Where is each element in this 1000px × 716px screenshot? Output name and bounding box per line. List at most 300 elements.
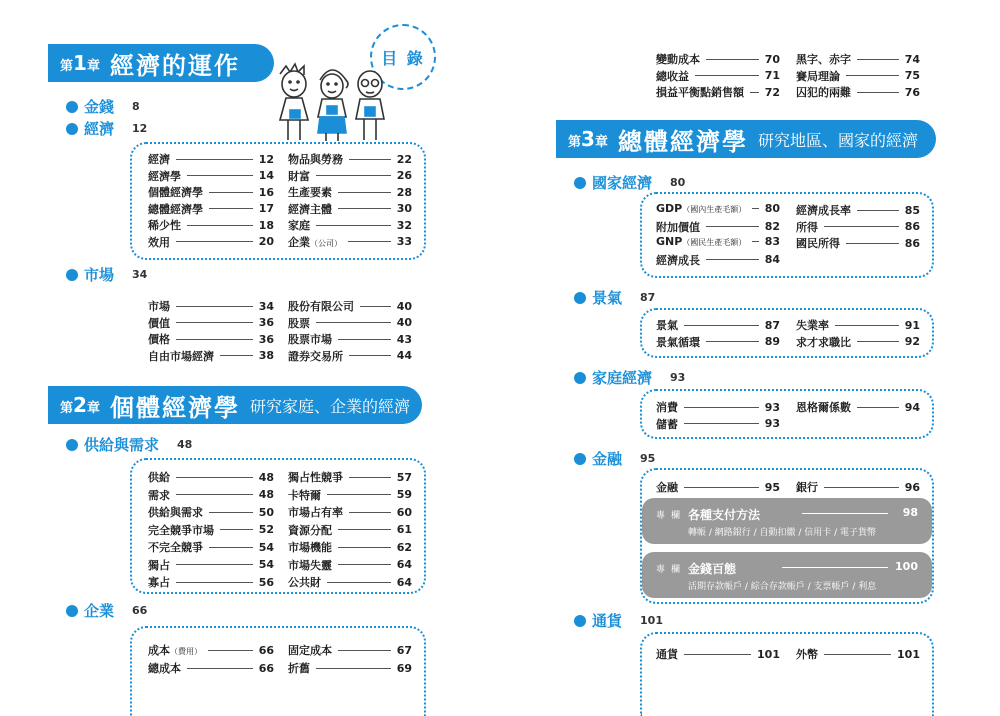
leader-line — [176, 322, 253, 323]
chapter-number: 第1章 — [60, 51, 100, 75]
entry-page: 26 — [396, 169, 412, 182]
section-page: 12 — [132, 122, 148, 135]
toc-entry[interactable] — [148, 539, 274, 555]
toc-entry[interactable] — [148, 217, 274, 233]
entry-label: 財富 — [288, 169, 310, 183]
bullet-icon — [66, 123, 78, 135]
leader-line — [316, 175, 391, 176]
entry-page: 50 — [258, 505, 274, 519]
toc-entry[interactable] — [288, 234, 412, 250]
entry-label: 經濟學 — [148, 169, 181, 183]
entry-label: 經濟成長率 — [796, 204, 851, 217]
chapter-1-banner[interactable] — [48, 44, 274, 82]
toc-entry[interactable] — [148, 151, 274, 167]
leader-line — [348, 241, 391, 242]
entry-page: 52 — [258, 523, 274, 536]
entry-label: 效用 — [148, 235, 170, 249]
leader-line — [316, 668, 391, 669]
toc-entry[interactable] — [288, 201, 412, 217]
entry-page: 89 — [764, 335, 780, 348]
leader-line — [706, 341, 759, 342]
entry-label: 完全競爭市場 — [148, 523, 214, 537]
leader-line — [176, 477, 253, 478]
column-page: 98 — [902, 506, 918, 519]
entry-page: 28 — [396, 185, 412, 199]
toc-entry[interactable] — [148, 348, 274, 364]
toc-entry[interactable] — [796, 317, 920, 333]
leader-line — [684, 487, 759, 488]
toc-entry[interactable] — [796, 202, 920, 218]
entry-page: 44 — [396, 349, 412, 362]
entry-page: 92 — [904, 335, 920, 348]
entry-label: 獨占 — [148, 558, 170, 572]
toc-entry[interactable] — [288, 522, 412, 538]
entry-label: 折舊 — [288, 662, 310, 675]
toc-entry[interactable] — [288, 217, 412, 233]
toc-entry[interactable] — [148, 331, 274, 347]
entry-label: 企業（公司） — [288, 235, 342, 249]
entry-page: 76 — [904, 85, 920, 99]
entry-label: 寡占 — [148, 576, 170, 589]
section-name: 通貨 — [592, 612, 623, 630]
leader-line — [684, 325, 759, 326]
entry-label: 固定成本 — [288, 644, 332, 657]
chapter-3-banner[interactable] — [556, 120, 936, 158]
column-desc: 轉帳 / 網路銀行 / 自動扣繳 / 信用卡 / 電子貨幣 — [688, 528, 877, 538]
section-firm[interactable] — [66, 600, 147, 621]
entry-label: 銀行 — [796, 481, 818, 494]
leader-line — [176, 241, 253, 242]
bullet-icon — [66, 605, 78, 617]
leader-line — [835, 325, 899, 326]
leader-line — [857, 341, 899, 342]
entry-page: 67 — [396, 643, 412, 657]
entry-label: 自由市場經濟 — [148, 349, 214, 363]
entry-page: 93 — [764, 400, 780, 414]
section-business-cycle[interactable] — [574, 287, 655, 308]
entry-label: 股份有限公司 — [288, 300, 354, 313]
entry-note: （國民生產毛額） — [682, 238, 747, 247]
toc-entry[interactable] — [796, 84, 920, 100]
toc-entry[interactable] — [796, 219, 920, 235]
section-page: 34 — [132, 268, 148, 281]
entry-label: 個體經濟學 — [148, 186, 203, 199]
entry-page: 86 — [904, 236, 920, 250]
entry-page: 101 — [897, 647, 920, 661]
entry-page: 83 — [764, 235, 780, 248]
section-name: 金融 — [592, 450, 623, 468]
toc-entry[interactable] — [288, 184, 412, 200]
toc-entry[interactable] — [288, 539, 412, 555]
entry-page: 20 — [258, 235, 274, 248]
bullet-icon — [574, 453, 586, 465]
toc-entry[interactable] — [656, 51, 780, 67]
bullet-icon — [574, 615, 586, 627]
leader-line — [349, 355, 391, 356]
leader-line — [857, 59, 899, 60]
entry-label: 景氣循環 — [656, 335, 700, 349]
entry-label: 儲蓄 — [656, 417, 678, 431]
bullet-icon — [574, 177, 586, 189]
leader-line — [316, 225, 391, 226]
toc-entry[interactable] — [148, 487, 274, 503]
entry-label: 總體經濟學 — [148, 202, 203, 216]
leader-line — [824, 654, 891, 655]
leader-line — [349, 477, 391, 478]
chapter-title: 總體經濟學 — [617, 127, 748, 156]
toc-entry[interactable] — [796, 51, 920, 67]
entry-label: 證券交易所 — [288, 349, 343, 363]
chapter-subtitle: 研究地區、國家的經濟 — [757, 130, 918, 150]
leader-line — [338, 547, 391, 548]
toc-entry[interactable] — [148, 201, 274, 217]
entry-page: 69 — [396, 661, 412, 675]
entry-page: 34 — [258, 299, 274, 313]
column-page: 100 — [895, 560, 918, 573]
toc-entry[interactable] — [288, 348, 412, 364]
entry-page: 84 — [764, 253, 780, 266]
entry-page: 40 — [396, 316, 412, 329]
section-name: 供給與需求 — [84, 436, 160, 454]
section-page: 95 — [640, 452, 656, 465]
entry-note: （費用） — [170, 647, 202, 656]
leader-line — [176, 159, 253, 160]
leader-line — [187, 225, 253, 226]
leader-line — [327, 582, 391, 583]
toc-entry[interactable] — [288, 315, 412, 331]
section-page: 87 — [640, 291, 656, 304]
entry-page: 74 — [904, 52, 920, 66]
toc-entry[interactable] — [656, 68, 780, 84]
toc-entry[interactable] — [796, 68, 920, 84]
section-name: 金錢 — [84, 98, 115, 116]
entry-label: 經濟主體 — [288, 202, 332, 216]
entry-page: 75 — [904, 69, 920, 82]
entry-page: 80 — [764, 202, 780, 215]
entry-page: 70 — [764, 52, 780, 66]
entry-label: 經濟 — [148, 153, 170, 166]
leader-line — [187, 175, 253, 176]
section-name: 企業 — [84, 602, 115, 620]
leader-line — [176, 564, 253, 565]
entry-label: 股票 — [288, 316, 310, 330]
entry-label: 卡特爾 — [288, 488, 321, 502]
entry-page: 95 — [764, 480, 780, 494]
toc-entry[interactable] — [148, 522, 274, 538]
entry-page: 16 — [258, 185, 274, 199]
entry-label: 賽局理論 — [796, 69, 840, 83]
section-page: 80 — [670, 176, 686, 189]
toc-badge: 目 錄 — [370, 24, 436, 90]
entry-page: 14 — [258, 169, 274, 182]
section-currency[interactable] — [574, 610, 663, 631]
entry-page: 43 — [396, 332, 412, 346]
entry-label: 通貨 — [656, 648, 678, 661]
leader-line — [857, 92, 899, 93]
toc-entry[interactable] — [796, 646, 920, 662]
section-page: 101 — [640, 614, 663, 627]
entry-page: 12 — [258, 152, 274, 166]
leader-line — [695, 75, 759, 76]
entry-page: 32 — [396, 218, 412, 232]
leader-line — [824, 226, 899, 227]
leader-line — [846, 75, 899, 76]
leader-line — [220, 355, 253, 356]
entry-page: 96 — [904, 480, 920, 494]
section-name: 經濟 — [84, 120, 115, 138]
section-supply-demand[interactable] — [66, 434, 192, 455]
column-tag: 專欄 — [656, 565, 687, 575]
leader-line — [338, 192, 391, 193]
toc-entry[interactable] — [288, 574, 412, 590]
entry-label: 囚犯的兩難 — [796, 86, 851, 99]
section-page: 48 — [177, 438, 193, 451]
entry-page: 36 — [258, 316, 274, 329]
leader-line — [338, 208, 391, 209]
bullet-icon — [574, 292, 586, 304]
toc-entry[interactable] — [148, 298, 274, 314]
leader-line — [349, 159, 391, 160]
entry-page: 33 — [396, 235, 412, 248]
entry-label: 景氣 — [656, 319, 678, 332]
toc-entry[interactable] — [796, 235, 920, 251]
leader-line — [209, 547, 253, 548]
entry-label: 附加價值 — [656, 220, 700, 234]
leader-line — [706, 259, 759, 260]
toc-entry[interactable] — [148, 168, 274, 184]
chapter-number: 第2章 — [60, 393, 100, 417]
leader-line — [176, 582, 253, 583]
toc-entry[interactable] — [656, 252, 780, 268]
leader-line — [706, 226, 759, 227]
entry-page: 18 — [258, 218, 274, 232]
entry-label: 股票市場 — [288, 333, 332, 346]
leader-line — [338, 339, 391, 340]
entry-label: 求才求職比 — [796, 335, 851, 349]
section-name: 景氣 — [592, 289, 623, 307]
toc-entry[interactable] — [148, 504, 274, 520]
entry-label: 外幣 — [796, 648, 818, 661]
toc-entry[interactable] — [288, 298, 412, 314]
entry-page: 60 — [396, 505, 412, 519]
chapter-title: 個體經濟學 — [109, 393, 240, 422]
entry-label: 總收益 — [656, 69, 689, 83]
leader-line — [209, 208, 253, 209]
chapter-title: 經濟的運作 — [109, 51, 240, 80]
entry-label: 公共財 — [288, 576, 321, 589]
toc-entry[interactable] — [656, 646, 780, 662]
toc-entry[interactable] — [288, 151, 412, 167]
bullet-icon — [66, 439, 78, 451]
leader-line — [360, 306, 391, 307]
section-market[interactable] — [66, 264, 147, 285]
entry-label: 總成本 — [148, 662, 181, 675]
column-title: 金錢百態 — [688, 562, 737, 576]
entry-page: 17 — [258, 202, 274, 215]
section-money[interactable] — [66, 96, 140, 117]
toc-entry[interactable] — [288, 331, 412, 347]
toc-entry[interactable] — [288, 660, 412, 676]
entry-label: GNP（國民生產毛額） — [656, 235, 747, 248]
entry-label: 生產要素 — [288, 186, 332, 199]
column-money-facets[interactable] — [642, 552, 932, 598]
entry-label: 市場 — [148, 300, 170, 313]
toc-entry[interactable] — [656, 479, 780, 495]
entry-page: 66 — [258, 661, 274, 675]
leader-line — [752, 241, 758, 242]
toc-entry[interactable] — [288, 487, 412, 503]
section-page: 8 — [132, 100, 140, 113]
leader-line — [706, 59, 759, 60]
toc-entry[interactable] — [288, 504, 412, 520]
toc-entry[interactable] — [796, 479, 920, 495]
chapter-2-banner[interactable] — [48, 386, 422, 424]
entry-label: 黑字、赤字 — [796, 53, 851, 66]
toc-entry[interactable] — [656, 399, 780, 415]
leader-line — [176, 339, 253, 340]
entry-page: 57 — [396, 470, 412, 484]
leader-line — [209, 192, 253, 193]
toc-entry[interactable] — [656, 416, 780, 432]
entry-label: 市場機能 — [288, 541, 332, 554]
toc-entry[interactable] — [148, 469, 274, 485]
entry-label: 價格 — [148, 333, 170, 346]
toc-entry[interactable] — [148, 660, 274, 676]
entry-page: 93 — [764, 417, 780, 430]
entry-page: 64 — [396, 575, 412, 589]
entry-label: 市場失靈 — [288, 558, 332, 572]
entry-label: GDP（國內生產毛額） — [656, 202, 747, 215]
entry-page: 54 — [258, 558, 274, 571]
leader-line — [316, 322, 391, 323]
section-economy[interactable] — [66, 118, 147, 139]
chapter-subtitle: 研究家庭、企業的經濟 — [249, 396, 410, 416]
entry-label: 損益平衡點銷售額 — [656, 86, 744, 99]
entry-label: 物品與勞務 — [288, 153, 343, 166]
toc-entry[interactable] — [148, 234, 274, 250]
entry-page: 48 — [258, 488, 274, 501]
entry-label: 變動成本 — [656, 53, 700, 66]
toc-entry[interactable] — [656, 84, 780, 100]
entry-page: 72 — [764, 85, 780, 99]
toc-entry[interactable] — [148, 574, 274, 590]
entry-page: 30 — [396, 202, 412, 215]
toc-entry[interactable] — [796, 399, 920, 415]
section-name: 家庭經濟 — [592, 369, 653, 387]
bullet-icon — [66, 269, 78, 281]
entry-page: 82 — [764, 220, 780, 233]
entry-label: 不完全競爭 — [148, 541, 203, 554]
entry-label: 價值 — [148, 316, 170, 330]
entry-label: 所得 — [796, 220, 818, 234]
leader-line — [684, 423, 759, 424]
toc-entry[interactable] — [656, 235, 780, 248]
toc-entry[interactable] — [288, 642, 412, 658]
entry-page: 91 — [904, 318, 920, 332]
entry-label: 資源分配 — [288, 523, 332, 537]
entry-label: 需求 — [148, 488, 170, 502]
entry-page: 94 — [904, 400, 920, 414]
leader-line — [176, 494, 253, 495]
section-page: 66 — [132, 604, 148, 617]
leader-line — [176, 306, 253, 307]
leader-line — [684, 654, 751, 655]
column-payment-methods[interactable] — [642, 498, 932, 544]
leader-line — [338, 650, 391, 651]
entry-label: 金融 — [656, 481, 678, 494]
toc-entry[interactable] — [288, 469, 412, 485]
entry-page: 101 — [757, 647, 780, 661]
leader-line — [750, 92, 759, 93]
section-finance[interactable] — [574, 448, 655, 469]
section-page: 93 — [670, 371, 686, 384]
toc-entry[interactable] — [656, 202, 780, 215]
toc-entry[interactable] — [148, 184, 274, 200]
section-national-economy[interactable] — [574, 172, 685, 193]
leader-line — [752, 208, 758, 209]
section-name: 國家經濟 — [592, 174, 653, 192]
entry-page: 48 — [258, 470, 274, 484]
entry-label: 家庭 — [288, 219, 310, 232]
entry-page: 40 — [396, 299, 412, 313]
leader-line — [349, 512, 391, 513]
column-title: 各種支付方法 — [688, 508, 761, 522]
entry-label: 經濟成長 — [656, 253, 700, 267]
entry-label: 消費 — [656, 401, 678, 414]
leader-line — [802, 513, 888, 514]
toc-entry[interactable] — [148, 557, 274, 573]
entry-label: 稀少性 — [148, 219, 181, 232]
entry-page: 22 — [396, 152, 412, 166]
leader-line — [187, 668, 253, 669]
leader-line — [220, 529, 253, 530]
toc-entry[interactable] — [288, 557, 412, 573]
entry-page: 64 — [396, 558, 412, 571]
entry-page: 66 — [258, 643, 274, 657]
leader-line — [857, 210, 899, 211]
chapter-number: 第3章 — [568, 127, 608, 151]
toc-entry[interactable] — [656, 317, 780, 333]
entry-label: 獨占性競爭 — [288, 471, 343, 484]
entry-page: 85 — [904, 203, 920, 217]
entry-note: （國內生產毛額） — [682, 205, 747, 214]
bullet-icon — [574, 372, 586, 384]
toc-entry[interactable] — [656, 219, 780, 235]
entry-label: 成本（費用） — [148, 644, 202, 657]
entry-page: 36 — [258, 332, 274, 346]
leader-line — [338, 564, 391, 565]
toc-entry[interactable] — [148, 642, 274, 658]
toc-entry[interactable] — [148, 315, 274, 331]
entry-label: 恩格爾係數 — [796, 401, 851, 414]
entry-page: 62 — [396, 540, 412, 554]
leader-line — [824, 487, 899, 488]
toc-entry[interactable] — [796, 334, 920, 350]
leader-line — [684, 407, 759, 408]
entry-note: （公司） — [310, 238, 342, 248]
illustration-characters — [272, 62, 392, 142]
currency-box — [640, 632, 934, 716]
toc-entry[interactable] — [656, 334, 780, 350]
entry-page: 56 — [258, 575, 274, 589]
section-household[interactable] — [574, 367, 685, 388]
toc-entry[interactable] — [288, 168, 412, 184]
leader-line — [208, 650, 253, 651]
entry-page: 54 — [258, 540, 274, 554]
entry-label: 供給 — [148, 471, 170, 484]
entry-page: 87 — [764, 318, 780, 332]
column-tag: 專欄 — [656, 511, 687, 521]
